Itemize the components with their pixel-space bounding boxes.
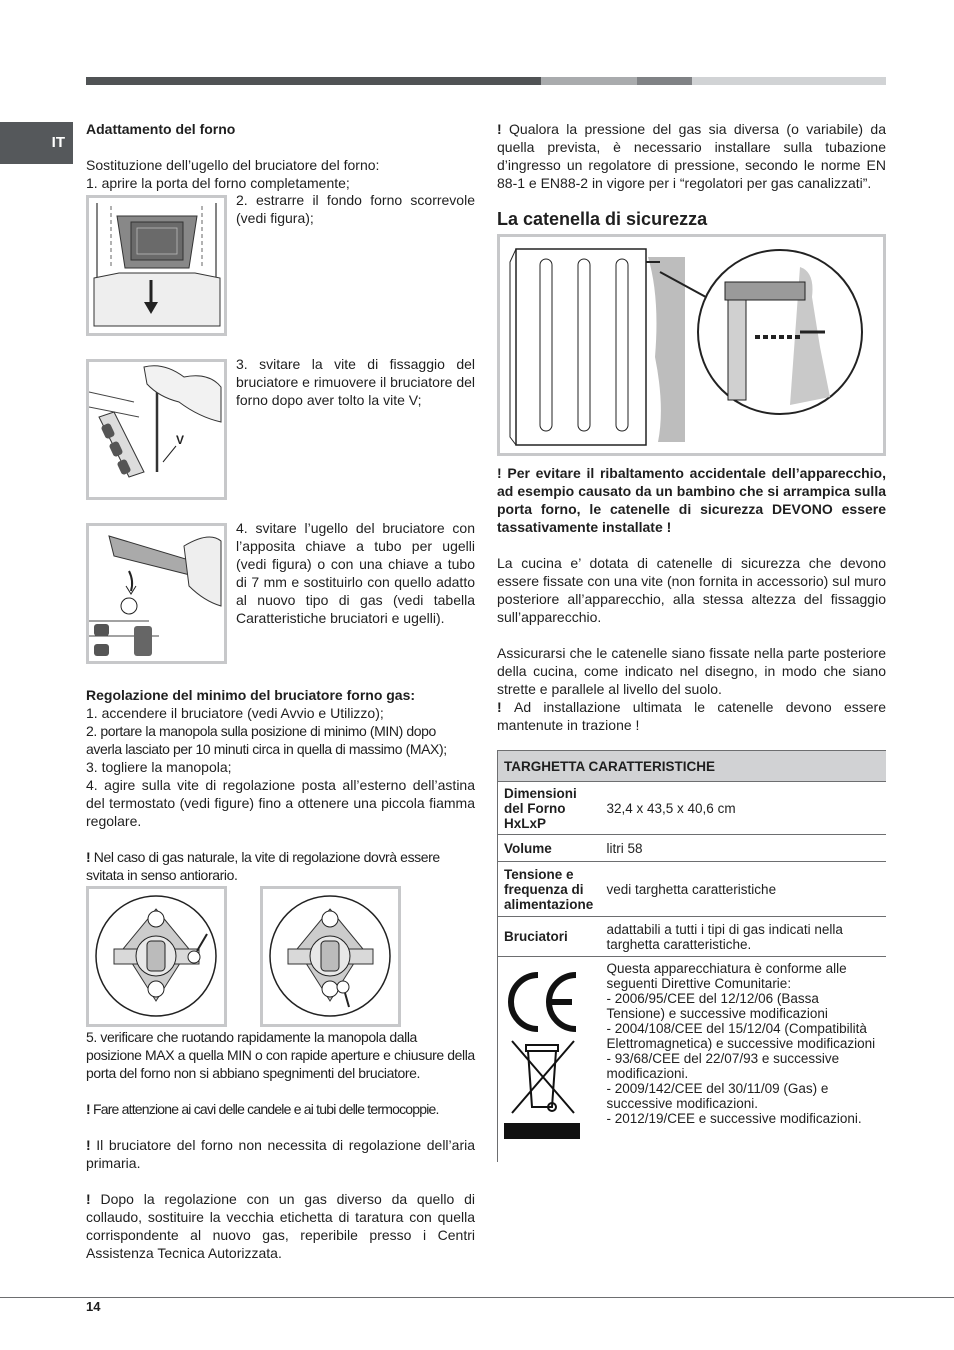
min-step-1: 1. accendere il bruciatore (vedi Avvio e Utilizzo);: [86, 705, 384, 721]
note-pressure: [497, 120, 886, 192]
header-bar: [86, 77, 886, 85]
min-regulation-title: Regolazione del minimo del bruciatore forno gas:: [86, 687, 416, 703]
compliance-logos: [498, 957, 601, 1162]
step-3: 3. svitare la vite di fissaggio del bruciatore e rimuovere il bruciatore del forno dopo aver tolto la vite V;: [236, 356, 475, 408]
safety-warning: [497, 464, 886, 536]
weee-bin-icon: [512, 1041, 574, 1113]
specifications-table: [497, 750, 886, 1162]
min-step-4: 4. agire sulla vite di regolazione posta all’esterno dell’astina del termostato (vedi figure) fino a ottenere una piccola fiamma regolare.: [86, 777, 475, 829]
warning-mark-7: !: [497, 699, 514, 715]
right-column: [497, 120, 886, 1162]
table-header-row: [498, 751, 887, 782]
warning-mark-4: !: [86, 1191, 101, 1207]
table-header: TARGHETTA CARATTERISTICHE: [498, 751, 887, 782]
note-pressure-text: Qualora la pressione del gas sia diversa (o variabile) da quella prevista, è necessario installare sulla tubazione d’ingresso un regolatore di pressione, secondo le norme EN 88-1 e EN88-2 in vigore per i “regolatori per gas canalizzati”.: [497, 121, 886, 191]
knob-figure-right: [260, 886, 401, 1027]
note-primary-air-text: Il bruciatore del forno non necessita di regolazione dell’aria primaria.: [86, 1137, 476, 1171]
table-row: [498, 862, 887, 917]
chain-paragraph-2: Assicurarsi che le catenelle siano fissate nella parte posteriore della cucina, come indicato nel disegno, in modo che siano strette e parallele al livello del suolo.: [497, 645, 886, 697]
chain-paragraph-3: [497, 698, 886, 734]
section-title-oven-adaptation: Adattamento del forno: [86, 121, 236, 137]
ce-weee-logos: [504, 967, 582, 1147]
note-cables: [86, 1100, 475, 1118]
header-bar-segment-3: [637, 77, 692, 85]
header-bar-segment-1: [86, 77, 541, 85]
table-key-volume: Volume: [498, 835, 601, 862]
table-value-voltage: vedi targhetta caratteristiche: [600, 862, 886, 917]
table-key-voltage: Tensione e frequenza di alimentazione: [498, 862, 601, 917]
page-number: 14: [86, 1299, 101, 1314]
step-5: 5. verificare che ruotando rapidamente la manopola dalla posizione MAX a quella MIN o con rapide aperture e chiusure della porta del forno non si abbiano spegnimenti del bruciatore.: [86, 1029, 475, 1081]
burner-screw-figure: [86, 359, 227, 500]
ce-mark-c: [511, 975, 538, 1029]
table-value-volume: litri 58: [600, 835, 886, 862]
safety-chain-title: La catenella di sicurezza: [497, 209, 708, 229]
step-4: 4. svitare l’ugello del bruciatore con l’apposita chiave a tubo per ugelli (vedi figura) o con una chiave a tubo di 7 mm e sostituirlo con quello adatto al nuovo tipo di gas (vedi tabella Caratteristiche bruciatori e ugelli).: [236, 520, 475, 626]
warning-mark-2: !: [86, 1101, 93, 1117]
table-row: [498, 835, 887, 862]
note-cables-text: Fare attenzione ai cavi delle candele e ai tubi delle termocoppie.: [92, 1101, 439, 1117]
min-step-3: 3. togliere la manopola;: [86, 759, 232, 775]
note-label-replacement: [86, 1190, 475, 1262]
step-1: 1. aprire la porta del forno completamente;: [86, 175, 350, 191]
step-2: 2. estrarre il fondo forno scorrevole (vedi figura);: [236, 192, 475, 226]
table-row-compliance: [498, 957, 887, 1162]
language-label: IT: [51, 134, 65, 151]
chain-paragraph-1: La cucina e’ dotata di catenelle di sicurezza che devono essere fissate con una vite (non fornita in accessorio) sul muro posteriore all’apparecchio, alla stessa altezza del fissaggio sull’apparecchio.: [497, 555, 886, 625]
chain-paragraph-3-text: Ad installazione ultimata le catenelle devono essere mantenute in trazione !: [497, 699, 886, 733]
compliance-text: Questa apparecchiatura è conforme alle seguenti Direttive Comunitarie: - 2006/95/CEE del 12/12/06 (Bassa Tensione) e successive modificazioni - 2004/108/CEE del 15/12/04 (Compatibilità Elettromagnetica) e successive modificazioni - 93/68/CEE del 22/07/93 e successive modificazioni. - 2009/142/CEE del 30/11/09 (Gas) e successive modificazioni. - 2012/19/CEE e successive modificazioni.: [600, 957, 886, 1162]
header-bar-segment-2: [541, 77, 637, 85]
knob-figure-left: [86, 886, 227, 1027]
warning-mark-1: !: [86, 849, 94, 865]
knob-figures: [86, 886, 475, 1026]
language-tab: [0, 122, 73, 164]
safety-chain-figure: [497, 234, 886, 456]
table-key-dimensions: Dimensioni del Forno HxLxP: [498, 782, 601, 835]
safety-warning-text: Per evitare il ribaltamento accidentale dell’apparecchio, ad esempio causato da un bambino che si arrampica sulla porta forno, le catenelle di sicurezza DEVONO essere tassativamente installate !: [497, 465, 886, 535]
table-value-dimensions: 32,4 x 43,5 x 40,6 cm: [600, 782, 886, 835]
intro-text: Sostituzione dell’ugello del bruciatore del forno:: [86, 157, 380, 173]
table-row: [498, 917, 887, 957]
min-step-2: 2. portare la manopola sulla posizione di minimo (MIN) dopo averla lasciato per 10 minuti circa in quella di massimo (MAX);: [86, 723, 447, 757]
weee-bar: [504, 1123, 580, 1139]
ce-mark-e: [549, 975, 576, 1029]
header-bar-segment-4: [692, 77, 886, 85]
screw-v-label: V: [176, 433, 185, 447]
warning-mark-5: !: [497, 121, 510, 137]
left-column: [86, 120, 475, 1262]
table-key-burners: Bruciatori: [498, 917, 601, 957]
warning-mark-3: !: [86, 1137, 97, 1153]
oven-bottom-figure: [86, 195, 227, 336]
warning-mark-6: !: [497, 465, 508, 481]
nozzle-wrench-figure: [86, 523, 227, 664]
table-value-burners: adattabili a tutti i tipi di gas indicati nella targhetta caratteristiche.: [600, 917, 886, 957]
note-natural-gas: [86, 848, 475, 884]
footer-line: [0, 1297, 954, 1298]
note-primary-air: [86, 1136, 475, 1172]
note-label-replacement-text: Dopo la regolazione con un gas diverso da quello di collaudo, sostituire la vecchia etichetta di taratura con quella corrispondente al nuovo gas, reperibile presso i Centri Assistenza Tecnica Autorizzata.: [86, 1191, 475, 1261]
note-natural-gas-text: Nel caso di gas naturale, la vite di regolazione dovrà essere svitata in senso antiorario.: [86, 849, 440, 883]
table-row: [498, 782, 887, 835]
